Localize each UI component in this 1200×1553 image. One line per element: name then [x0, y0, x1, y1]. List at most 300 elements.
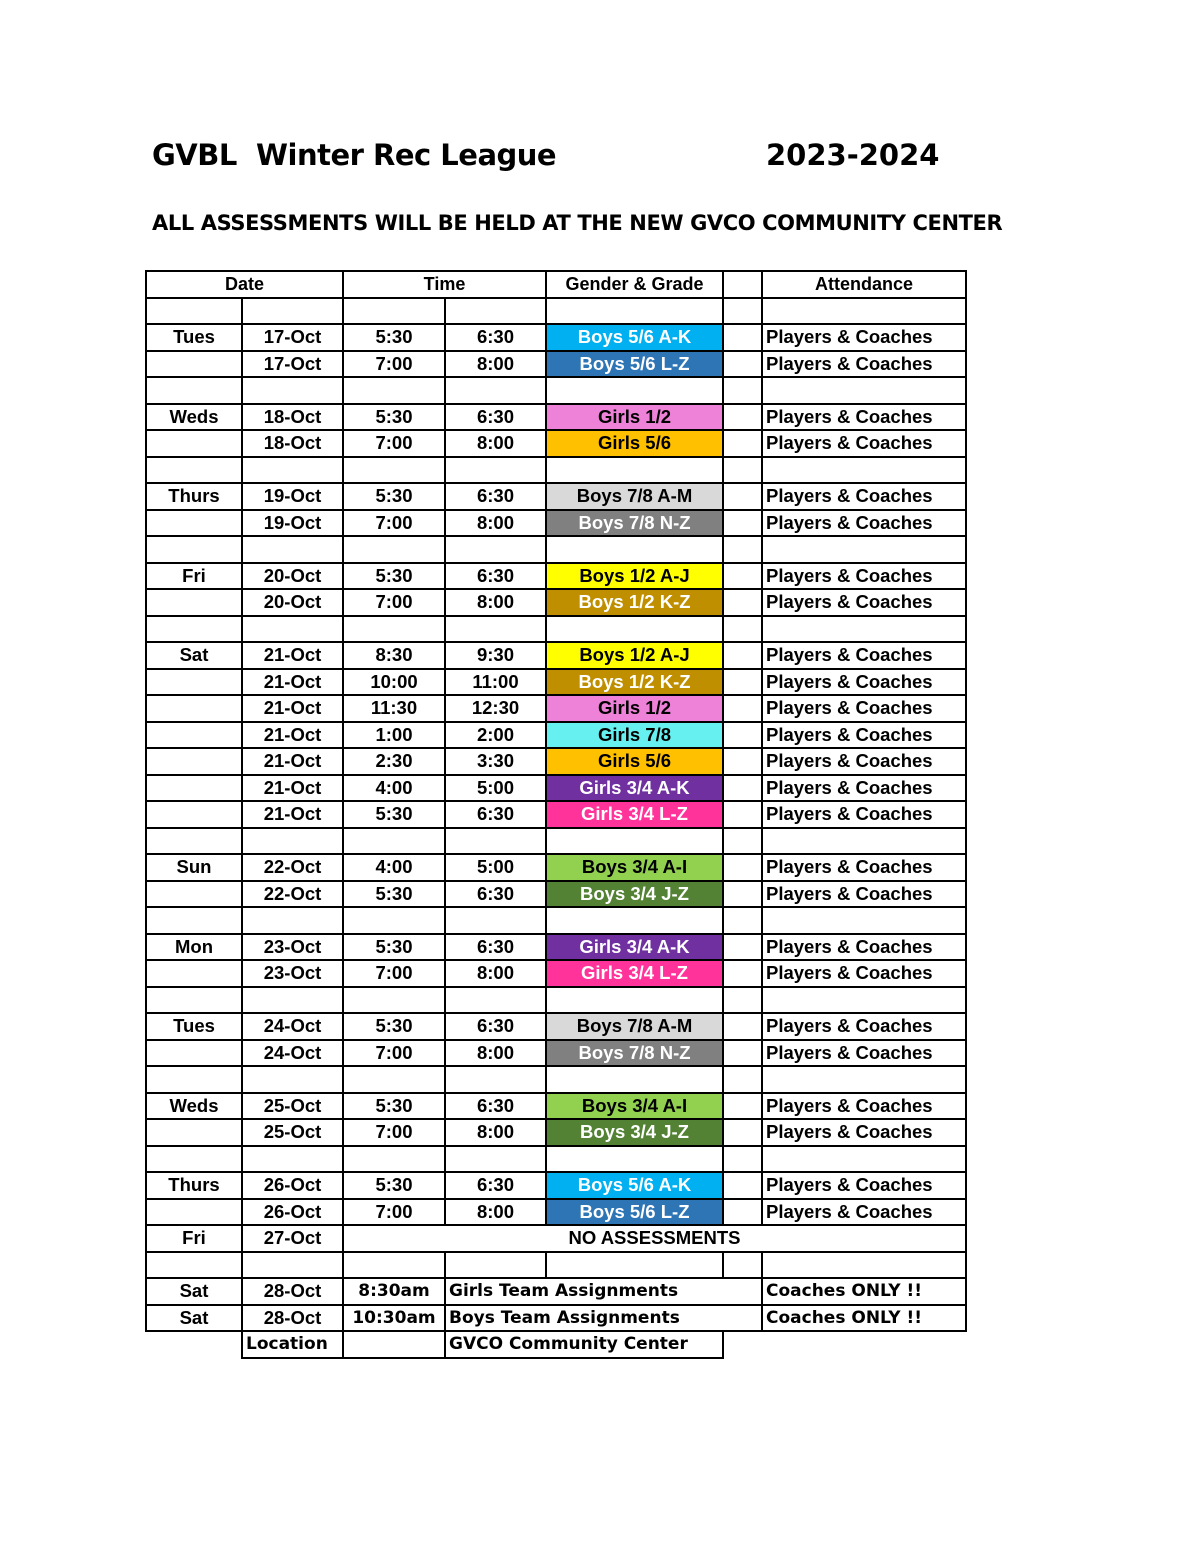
empty-cell	[242, 1066, 343, 1093]
schedule-row	[146, 589, 966, 616]
spacer-cell	[723, 854, 762, 881]
empty-cell	[546, 1066, 723, 1093]
day-cell	[146, 881, 242, 908]
spacer-cell	[723, 722, 762, 749]
empty-cell	[762, 1066, 966, 1093]
empty-cell	[546, 536, 723, 563]
start-time-cell: 5:30	[343, 934, 445, 961]
end-time-cell: 12:30	[445, 695, 546, 722]
empty-cell	[146, 1066, 242, 1093]
attendance-cell: Players & Coaches	[762, 801, 966, 828]
empty-cell	[146, 987, 242, 1014]
location-label: Location	[242, 1331, 343, 1358]
start-time-cell: 7:00	[343, 1199, 445, 1226]
end-time-cell: 8:00	[445, 1119, 546, 1146]
empty-cell	[546, 1146, 723, 1173]
schedule-row	[146, 404, 966, 431]
group-cell: Girls 1/2	[546, 695, 723, 722]
spacer-cell	[723, 1305, 762, 1332]
empty-cell	[762, 457, 966, 484]
spacer-cell	[723, 351, 762, 378]
empty-cell	[445, 457, 546, 484]
empty-cell	[762, 1146, 966, 1173]
empty-cell	[343, 828, 445, 855]
day-cell	[146, 748, 242, 775]
end-time-cell: 3:30	[445, 748, 546, 775]
empty-cell	[546, 907, 723, 934]
date-cell: 24-Oct	[242, 1013, 343, 1040]
spacer-cell	[723, 404, 762, 431]
empty-cell	[343, 616, 445, 643]
day-cell: Sun	[146, 854, 242, 881]
schedule-row	[146, 669, 966, 696]
schedule-row	[146, 430, 966, 457]
time-header: Time	[343, 271, 546, 298]
group-cell: Girls 3/4 L-Z	[546, 960, 723, 987]
start-time-cell: 7:00	[343, 430, 445, 457]
empty-cell	[445, 536, 546, 563]
date-header: Date	[146, 271, 343, 298]
schedule-row	[146, 1093, 966, 1120]
end-time-cell: 6:30	[445, 1172, 546, 1199]
empty-cell	[445, 1252, 546, 1279]
spacer-cell	[723, 589, 762, 616]
attendance-cell: Players & Coaches	[762, 695, 966, 722]
schedule-row	[146, 351, 966, 378]
schedule-row	[146, 960, 966, 987]
empty-cell	[762, 616, 966, 643]
date-cell: 18-Oct	[242, 404, 343, 431]
empty-cell	[546, 828, 723, 855]
attendance-cell: Coaches ONLY !!	[762, 1305, 966, 1332]
end-time-cell: 6:30	[445, 881, 546, 908]
location-row	[146, 1331, 966, 1358]
attendance-cell: Players & Coaches	[762, 934, 966, 961]
spacer-cell	[723, 1040, 762, 1067]
blank-row	[146, 828, 966, 855]
spacer-cell	[723, 563, 762, 590]
date-cell: 25-Oct	[242, 1119, 343, 1146]
assignment-label: Girls Team Assignments	[445, 1278, 723, 1305]
spacer-cell	[723, 483, 762, 510]
day-cell	[146, 430, 242, 457]
empty-cell	[242, 828, 343, 855]
group-cell: Boys 1/2 K-Z	[546, 669, 723, 696]
schedule-row	[146, 801, 966, 828]
end-time-cell: 8:00	[445, 1040, 546, 1067]
start-time-cell: 5:30	[343, 563, 445, 590]
day-cell: Tues	[146, 324, 242, 351]
empty-cell	[762, 536, 966, 563]
group-cell: Boys 3/4 J-Z	[546, 881, 723, 908]
end-time-cell: 6:30	[445, 483, 546, 510]
empty-cell	[723, 828, 762, 855]
time-cell: 10:30am	[343, 1305, 445, 1332]
start-time-cell: 5:30	[343, 1013, 445, 1040]
empty-cell	[445, 377, 546, 404]
empty-cell	[242, 907, 343, 934]
day-cell	[146, 695, 242, 722]
end-time-cell: 6:30	[445, 934, 546, 961]
day-cell	[146, 589, 242, 616]
schedule-row	[146, 934, 966, 961]
attendance-cell: Players & Coaches	[762, 1199, 966, 1226]
empty-cell	[723, 298, 762, 325]
schedule-body	[146, 271, 966, 1358]
date-cell: 20-Oct	[242, 563, 343, 590]
blank-row	[146, 1146, 966, 1173]
date-cell: 28-Oct	[242, 1278, 343, 1305]
day-cell	[146, 510, 242, 537]
attendance-cell: Players & Coaches	[762, 589, 966, 616]
end-time-cell: 6:30	[445, 801, 546, 828]
empty-cell	[343, 987, 445, 1014]
blank-row	[146, 377, 966, 404]
end-time-cell: 6:30	[445, 324, 546, 351]
empty-cell	[723, 616, 762, 643]
location-notice: ALL ASSESSMENTS WILL BE HELD AT THE NEW GVCO COMMUNITY CENTER	[152, 211, 1003, 235]
attendance-cell: Players & Coaches	[762, 1013, 966, 1040]
schedule-row	[146, 1119, 966, 1146]
empty-cell	[343, 298, 445, 325]
empty-cell	[762, 377, 966, 404]
empty-cell	[343, 1331, 445, 1358]
empty-cell	[146, 1331, 242, 1358]
start-time-cell: 5:30	[343, 404, 445, 431]
group-cell: Boys 7/8 A-M	[546, 1013, 723, 1040]
end-time-cell: 5:00	[445, 854, 546, 881]
start-time-cell: 7:00	[343, 960, 445, 987]
blank-row	[146, 298, 966, 325]
attendance-cell: Players & Coaches	[762, 510, 966, 537]
date-cell: 23-Oct	[242, 934, 343, 961]
spacer-cell	[723, 1278, 762, 1305]
day-cell: Sat	[146, 1278, 242, 1305]
header-row	[146, 271, 966, 298]
empty-cell	[242, 298, 343, 325]
group-cell: Girls 7/8	[546, 722, 723, 749]
end-time-cell: 8:00	[445, 960, 546, 987]
group-cell: Girls 3/4 A-K	[546, 934, 723, 961]
empty-cell	[546, 1252, 723, 1279]
group-cell: Boys 5/6 A-K	[546, 324, 723, 351]
end-time-cell: 6:30	[445, 404, 546, 431]
spacer-cell	[723, 430, 762, 457]
schedule-row	[146, 1199, 966, 1226]
empty-cell	[146, 907, 242, 934]
day-cell: Thurs	[146, 1172, 242, 1199]
start-time-cell: 1:00	[343, 722, 445, 749]
date-cell: 17-Oct	[242, 351, 343, 378]
day-cell: Sat	[146, 642, 242, 669]
date-cell: 21-Oct	[242, 748, 343, 775]
empty-cell	[343, 1146, 445, 1173]
date-cell: 19-Oct	[242, 510, 343, 537]
group-cell: Boys 5/6 L-Z	[546, 351, 723, 378]
spacer-cell	[723, 642, 762, 669]
attendance-cell: Players & Coaches	[762, 748, 966, 775]
empty-cell	[146, 616, 242, 643]
blank-row	[146, 1066, 966, 1093]
empty-cell	[762, 907, 966, 934]
empty-cell	[445, 298, 546, 325]
date-cell: 25-Oct	[242, 1093, 343, 1120]
empty-cell	[762, 298, 966, 325]
empty-cell	[723, 1066, 762, 1093]
empty-cell	[723, 1252, 762, 1279]
schedule-row	[146, 1172, 966, 1199]
blank-row	[146, 457, 966, 484]
attendance-cell: Players & Coaches	[762, 642, 966, 669]
end-time-cell: 5:00	[445, 775, 546, 802]
empty-cell	[242, 616, 343, 643]
time-cell: 8:30am	[343, 1278, 445, 1305]
schedule-row	[146, 483, 966, 510]
empty-cell	[546, 616, 723, 643]
empty-cell	[723, 1146, 762, 1173]
empty-cell	[146, 536, 242, 563]
empty-cell	[723, 1331, 762, 1358]
empty-cell	[242, 987, 343, 1014]
spacer-cell	[723, 801, 762, 828]
date-cell: 20-Oct	[242, 589, 343, 616]
season-year: 2023-2024	[766, 138, 940, 172]
empty-cell	[762, 1331, 966, 1358]
day-cell	[146, 669, 242, 696]
attendance-cell: Players & Coaches	[762, 1119, 966, 1146]
date-cell: 21-Oct	[242, 775, 343, 802]
empty-cell	[445, 1066, 546, 1093]
start-time-cell: 5:30	[343, 1172, 445, 1199]
empty-cell	[146, 377, 242, 404]
day-cell: Fri	[146, 563, 242, 590]
start-time-cell: 8:30	[343, 642, 445, 669]
date-cell: 24-Oct	[242, 1040, 343, 1067]
blank-row	[146, 907, 966, 934]
day-cell	[146, 960, 242, 987]
attendance-cell: Players & Coaches	[762, 563, 966, 590]
start-time-cell: 7:00	[343, 510, 445, 537]
empty-cell	[445, 907, 546, 934]
location-value: GVCO Community Center	[445, 1331, 723, 1358]
spacer-cell	[723, 271, 762, 298]
schedule-row	[146, 642, 966, 669]
attendance-cell: Players & Coaches	[762, 404, 966, 431]
empty-cell	[723, 457, 762, 484]
schedule-row	[146, 695, 966, 722]
attendance-cell: Players & Coaches	[762, 669, 966, 696]
group-cell: Girls 3/4 A-K	[546, 775, 723, 802]
group-cell: Boys 3/4 A-I	[546, 1093, 723, 1120]
date-cell: 21-Oct	[242, 642, 343, 669]
team-assignment-row	[146, 1305, 966, 1332]
empty-cell	[242, 377, 343, 404]
day-cell: Mon	[146, 934, 242, 961]
empty-cell	[343, 1066, 445, 1093]
group-cell: Boys 5/6 A-K	[546, 1172, 723, 1199]
group-cell: Boys 7/8 N-Z	[546, 510, 723, 537]
empty-cell	[762, 987, 966, 1014]
attendance-header: Attendance	[762, 271, 966, 298]
empty-cell	[723, 987, 762, 1014]
no-assessments-row	[146, 1225, 966, 1252]
schedule-row	[146, 881, 966, 908]
date-cell: 27-Oct	[242, 1225, 343, 1252]
group-cell: Boys 7/8 A-M	[546, 483, 723, 510]
empty-cell	[445, 987, 546, 1014]
empty-cell	[546, 377, 723, 404]
empty-cell	[343, 457, 445, 484]
spacer-cell	[723, 748, 762, 775]
group-cell: Girls 5/6	[546, 430, 723, 457]
no-assessments-note: NO ASSESSMENTS	[343, 1225, 966, 1252]
end-time-cell: 8:00	[445, 351, 546, 378]
start-time-cell: 5:30	[343, 324, 445, 351]
end-time-cell: 8:00	[445, 1199, 546, 1226]
empty-cell	[445, 616, 546, 643]
day-cell: Sat	[146, 1305, 242, 1332]
date-cell: 26-Oct	[242, 1199, 343, 1226]
schedule-row	[146, 324, 966, 351]
date-cell: 22-Oct	[242, 881, 343, 908]
spacer-cell	[723, 324, 762, 351]
spacer-cell	[723, 669, 762, 696]
start-time-cell: 4:00	[343, 854, 445, 881]
end-time-cell: 11:00	[445, 669, 546, 696]
attendance-cell: Players & Coaches	[762, 960, 966, 987]
empty-cell	[723, 536, 762, 563]
day-cell: Weds	[146, 404, 242, 431]
attendance-cell: Players & Coaches	[762, 1093, 966, 1120]
day-cell	[146, 775, 242, 802]
empty-cell	[723, 907, 762, 934]
empty-cell	[343, 536, 445, 563]
date-cell: 21-Oct	[242, 695, 343, 722]
blank-row	[146, 1252, 966, 1279]
blank-row	[146, 536, 966, 563]
spacer-cell	[723, 960, 762, 987]
date-cell: 17-Oct	[242, 324, 343, 351]
attendance-cell: Players & Coaches	[762, 351, 966, 378]
start-time-cell: 7:00	[343, 1119, 445, 1146]
empty-cell	[445, 1146, 546, 1173]
empty-cell	[146, 828, 242, 855]
assignment-label: Boys Team Assignments	[445, 1305, 723, 1332]
date-cell: 23-Oct	[242, 960, 343, 987]
date-cell: 21-Oct	[242, 801, 343, 828]
day-cell	[146, 351, 242, 378]
schedule-row	[146, 1040, 966, 1067]
group-cell: Boys 1/2 A-J	[546, 642, 723, 669]
day-cell	[146, 722, 242, 749]
empty-cell	[146, 1252, 242, 1279]
group-cell: Boys 3/4 A-I	[546, 854, 723, 881]
spacer-cell	[723, 775, 762, 802]
group-cell: Girls 1/2	[546, 404, 723, 431]
schedule-row	[146, 722, 966, 749]
empty-cell	[546, 298, 723, 325]
day-cell: Weds	[146, 1093, 242, 1120]
start-time-cell: 4:00	[343, 775, 445, 802]
spacer-cell	[723, 881, 762, 908]
spacer-cell	[723, 1172, 762, 1199]
group-header: Gender & Grade	[546, 271, 723, 298]
schedule-row	[146, 1013, 966, 1040]
end-time-cell: 8:00	[445, 510, 546, 537]
schedule-row	[146, 775, 966, 802]
spacer-cell	[723, 934, 762, 961]
day-cell	[146, 1199, 242, 1226]
empty-cell	[343, 907, 445, 934]
empty-cell	[343, 377, 445, 404]
start-time-cell: 11:30	[343, 695, 445, 722]
blank-row	[146, 616, 966, 643]
day-cell	[146, 1040, 242, 1067]
empty-cell	[242, 457, 343, 484]
blank-row	[146, 987, 966, 1014]
date-cell: 28-Oct	[242, 1305, 343, 1332]
spacer-cell	[723, 1119, 762, 1146]
day-cell: Thurs	[146, 483, 242, 510]
empty-cell	[146, 298, 242, 325]
date-cell: 21-Oct	[242, 669, 343, 696]
empty-cell	[723, 377, 762, 404]
spacer-cell	[723, 695, 762, 722]
day-cell: Tues	[146, 1013, 242, 1040]
group-cell: Girls 3/4 L-Z	[546, 801, 723, 828]
attendance-cell: Players & Coaches	[762, 1172, 966, 1199]
empty-cell	[146, 457, 242, 484]
attendance-cell: Players & Coaches	[762, 854, 966, 881]
schedule-row	[146, 563, 966, 590]
attendance-cell: Players & Coaches	[762, 881, 966, 908]
attendance-cell: Players & Coaches	[762, 722, 966, 749]
attendance-cell: Players & Coaches	[762, 775, 966, 802]
start-time-cell: 5:30	[343, 1093, 445, 1120]
start-time-cell: 7:00	[343, 351, 445, 378]
date-cell: 22-Oct	[242, 854, 343, 881]
start-time-cell: 7:00	[343, 589, 445, 616]
end-time-cell: 8:00	[445, 430, 546, 457]
group-cell: Girls 5/6	[546, 748, 723, 775]
schedule-row	[146, 854, 966, 881]
schedule-row	[146, 510, 966, 537]
end-time-cell: 8:00	[445, 589, 546, 616]
empty-cell	[242, 536, 343, 563]
start-time-cell: 2:30	[343, 748, 445, 775]
start-time-cell: 7:00	[343, 1040, 445, 1067]
empty-cell	[242, 1146, 343, 1173]
empty-cell	[546, 987, 723, 1014]
date-cell: 19-Oct	[242, 483, 343, 510]
start-time-cell: 10:00	[343, 669, 445, 696]
attendance-cell: Players & Coaches	[762, 1040, 966, 1067]
group-cell: Boys 1/2 K-Z	[546, 589, 723, 616]
end-time-cell: 6:30	[445, 563, 546, 590]
group-cell: Boys 1/2 A-J	[546, 563, 723, 590]
spacer-cell	[723, 1093, 762, 1120]
schedule-table	[145, 270, 967, 1359]
empty-cell	[762, 1252, 966, 1279]
page-title: GVBL Winter Rec League	[152, 138, 557, 172]
day-cell	[146, 801, 242, 828]
start-time-cell: 5:30	[343, 801, 445, 828]
attendance-cell: Players & Coaches	[762, 430, 966, 457]
group-cell: Boys 5/6 L-Z	[546, 1199, 723, 1226]
empty-cell	[445, 828, 546, 855]
team-assignment-row	[146, 1278, 966, 1305]
empty-cell	[146, 1146, 242, 1173]
